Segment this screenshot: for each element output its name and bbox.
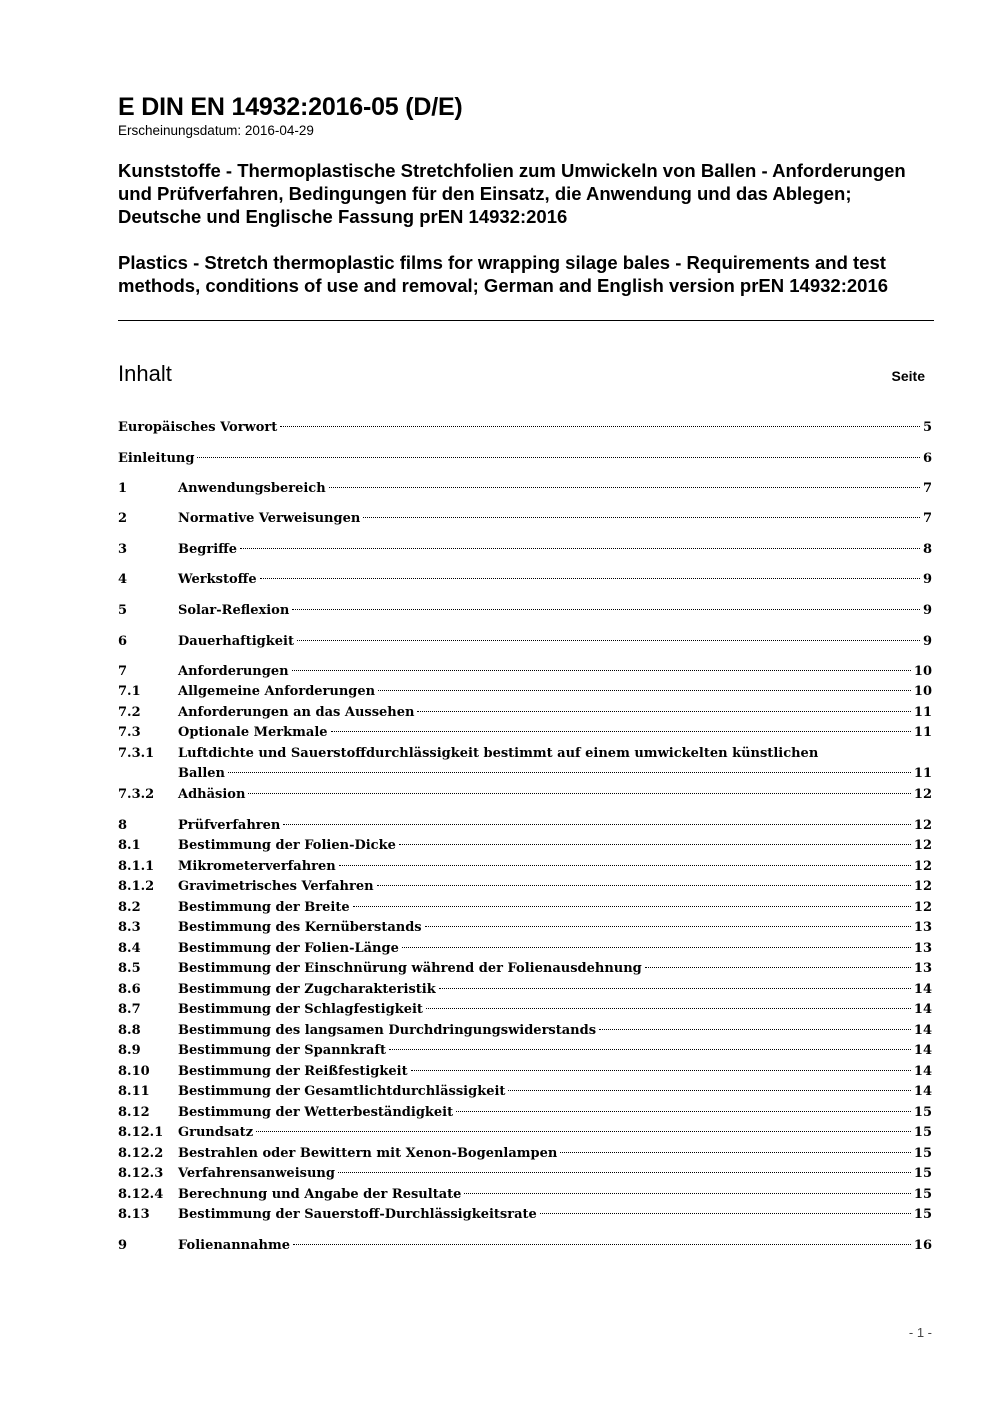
toc-dot-leader	[411, 1070, 911, 1071]
toc-entry-page: 14	[913, 982, 932, 997]
toc-entry-number: 7.1	[118, 684, 141, 699]
toc-entry-page: 12	[913, 859, 932, 874]
toc-entry-page: 9	[922, 634, 932, 649]
toc-entry-number: 8.1.1	[118, 859, 155, 874]
toc-dot-leader	[240, 548, 920, 549]
toc-dot-leader	[402, 947, 911, 948]
toc-entry-page: 8	[922, 542, 932, 557]
toc-entry-number: 7.3	[118, 725, 141, 740]
toc-entry-title: Bestimmung der Gesamtlichtdurchlässigkeit	[178, 1084, 506, 1099]
toc-entry-number: 7.2	[118, 705, 141, 720]
toc-entry-title: Bestimmung des langsamen Durchdringungswiderstands	[178, 1023, 597, 1038]
toc-entry-number: 8.12.3	[118, 1166, 164, 1181]
toc-dot-leader	[540, 1213, 911, 1214]
toc-dot-leader	[389, 1049, 911, 1050]
toc-dot-leader	[599, 1029, 911, 1030]
toc-entry-number: 6	[118, 634, 128, 649]
toc-dot-leader	[283, 824, 911, 825]
toc-entry-title: Grundsatz	[178, 1125, 254, 1140]
toc-entry-title: Adhäsion	[178, 787, 246, 802]
toc-entry-number: 8.1	[118, 838, 141, 853]
toc-entry-number: 3	[118, 542, 128, 557]
toc-entry-number: 7	[118, 664, 128, 679]
toc-entry-number: 8.12	[118, 1105, 150, 1120]
toc-entry-number: 8.8	[118, 1023, 141, 1038]
toc-entry-page: 10	[913, 664, 932, 679]
toc-dot-leader	[338, 1172, 911, 1173]
toc-entry-title: Berechnung und Angabe der Resultate	[178, 1187, 462, 1202]
toc-dot-leader	[293, 1244, 911, 1245]
toc-entry-page: 11	[913, 766, 932, 781]
toc-entry-title: Bestrahlen oder Bewittern mit Xenon-Bogenlampen	[178, 1146, 558, 1161]
toc-entry-title: Bestimmung der Schlagfestigkeit	[178, 1002, 423, 1017]
toc-dot-leader	[439, 988, 911, 989]
toc-entry-number: 8.5	[118, 961, 141, 976]
title-german: Kunststoffe - Thermoplastische Stretchfolien zum Umwickeln von Ballen - Anforderungen und Prüfverfahren, Bedingungen für den Einsatz, die Anwendung und das Ablegen; Deutsche und Englische Fassung prEN 14932:2016	[118, 160, 906, 227]
toc-dot-leader	[560, 1152, 911, 1153]
toc-dot-leader	[378, 690, 911, 691]
toc-entry-page: 15	[913, 1207, 932, 1222]
toc-dot-leader	[292, 609, 920, 610]
toc-entry-page: 11	[913, 705, 932, 720]
toc-dot-leader	[399, 844, 911, 845]
toc-entry-page: 12	[913, 787, 932, 802]
toc-entry-page: 13	[913, 961, 932, 976]
toc-entry-page: 10	[913, 684, 932, 699]
toc-entry-page: 13	[913, 941, 932, 956]
title-english: Plastics - Stretch thermoplastic films for wrapping silage bales - Requirements and test methods, conditions of use and removal; German and English version prEN 14932:2016	[118, 252, 889, 296]
page-number: - 1 -	[908, 1325, 932, 1340]
toc-dot-leader	[331, 731, 911, 732]
toc-entry-page: 15	[913, 1187, 932, 1202]
toc-entry-number: 8.11	[118, 1084, 150, 1099]
toc-entry-number: 8.1.2	[118, 879, 155, 894]
toc-dot-leader	[329, 487, 920, 488]
toc-entry-number: 8.6	[118, 982, 141, 997]
toc-entry-number: 8.10	[118, 1064, 150, 1079]
toc-dot-leader	[353, 906, 911, 907]
toc-entry-title-continued: Ballen	[178, 766, 226, 781]
toc-entry-title: Bestimmung des Kernüberstands	[178, 920, 422, 935]
toc-entry-title: Luftdichte und Sauerstoffdurchlässigkeit bestimmt auf einem umwickelten künstlichen	[178, 746, 819, 761]
toc-entry-title: Mikrometerverfahren	[178, 859, 336, 874]
toc-entry-title: Werkstoffe	[178, 572, 257, 587]
toc-dot-leader	[297, 640, 920, 641]
toc-entry-number: 8.12.1	[118, 1125, 164, 1140]
toc-entry-page: 11	[913, 725, 932, 740]
toc-entry-number: 8	[118, 818, 128, 833]
toc-entry-title: Verfahrensanweisung	[178, 1166, 335, 1181]
toc-entry-number: 8.9	[118, 1043, 141, 1058]
toc-entry-page: 12	[913, 900, 932, 915]
toc-dot-leader	[426, 1008, 911, 1009]
table-of-contents	[118, 0, 932, 1403]
toc-entry-title: Anforderungen	[178, 664, 289, 679]
toc-entry-title: Normative Verweisungen	[178, 511, 361, 526]
toc-entry-title: Bestimmung der Folien-Dicke	[178, 838, 396, 853]
toc-entry-number: 8.2	[118, 900, 141, 915]
toc-entry-page: 12	[913, 818, 932, 833]
toc-entry-page: 5	[922, 420, 932, 435]
toc-entry-title: Bestimmung der Wetterbeständigkeit	[178, 1105, 454, 1120]
toc-entry-page: 9	[922, 572, 932, 587]
toc-entry-title: Begriffe	[178, 542, 238, 557]
toc-entry-title: Europäisches Vorwort	[118, 420, 278, 435]
toc-entry-title: Solar-Reflexion	[178, 603, 290, 618]
toc-entry-page: 15	[913, 1125, 932, 1140]
toc-entry-number: 7.3.1	[118, 746, 155, 761]
toc-entry-title: Dauerhaftigkeit	[178, 634, 294, 649]
toc-entry-page: 15	[913, 1146, 932, 1161]
document-id: E DIN EN 14932:2016-05 (D/E)	[118, 93, 463, 121]
toc-dot-leader	[248, 793, 910, 794]
toc-entry-page: 12	[913, 879, 932, 894]
toc-entry-number: 9	[118, 1238, 128, 1253]
toc-entry-page: 12	[913, 838, 932, 853]
toc-dot-leader	[417, 711, 910, 712]
toc-page-column-label: Seite	[891, 368, 925, 384]
toc-dot-leader	[260, 578, 920, 579]
toc-entry-number: 1	[118, 481, 128, 496]
toc-entry-number: 7.3.2	[118, 787, 155, 802]
toc-dot-leader	[645, 967, 911, 968]
toc-entry-title: Bestimmung der Folien-Länge	[178, 941, 399, 956]
toc-entry-page: 16	[913, 1238, 932, 1253]
toc-entry-number: 8.12.2	[118, 1146, 164, 1161]
toc-dot-leader	[464, 1193, 911, 1194]
toc-dot-leader	[363, 517, 920, 518]
toc-dot-leader	[508, 1090, 910, 1091]
toc-entry-title: Prüfverfahren	[178, 818, 281, 833]
toc-dot-leader	[228, 772, 911, 773]
toc-dot-leader	[456, 1111, 911, 1112]
toc-entry-number: 5	[118, 603, 128, 618]
toc-entry-title: Gravimetrisches Verfahren	[178, 879, 374, 894]
toc-entry-number: 8.7	[118, 1002, 141, 1017]
toc-entry-number: 8.13	[118, 1207, 150, 1222]
toc-entry-page: 6	[922, 451, 932, 466]
toc-entry-page: 9	[922, 603, 932, 618]
toc-dot-leader	[280, 426, 920, 427]
toc-entry-page: 14	[913, 1023, 932, 1038]
toc-entry-number: 8.4	[118, 941, 141, 956]
toc-dot-leader	[197, 457, 920, 458]
toc-dot-leader	[256, 1131, 911, 1132]
toc-entry-page: 7	[922, 481, 932, 496]
toc-entry-title: Allgemeine Anforderungen	[178, 684, 376, 699]
toc-entry-title: Bestimmung der Einschnürung während der Folienausdehnung	[178, 961, 642, 976]
publication-date: Erscheinungsdatum: 2016-04-29	[118, 123, 314, 138]
toc-dot-leader	[425, 926, 911, 927]
toc-entry-title: Einleitung	[118, 451, 195, 466]
toc-entry-page: 14	[913, 1084, 932, 1099]
toc-entry-number: 2	[118, 511, 128, 526]
toc-entry-title: Bestimmung der Zugcharakteristik	[178, 982, 436, 997]
toc-dot-leader	[377, 885, 911, 886]
toc-heading: Inhalt	[118, 361, 172, 386]
toc-entry-title: Bestimmung der Sauerstoff-Durchlässigkeitsrate	[178, 1207, 537, 1222]
toc-dot-leader	[339, 865, 911, 866]
toc-entry-title: Folienannahme	[178, 1238, 291, 1253]
toc-entry-page: 14	[913, 1043, 932, 1058]
toc-entry-page: 15	[913, 1166, 932, 1181]
toc-entry-title: Anwendungsbereich	[178, 481, 326, 496]
toc-entry-title: Anforderungen an das Aussehen	[178, 705, 415, 720]
toc-entry-page: 13	[913, 920, 932, 935]
toc-dot-leader	[292, 670, 911, 671]
toc-entry-page: 15	[913, 1105, 932, 1120]
toc-entry-page: 7	[922, 511, 932, 526]
toc-entry-number: 8.12.4	[118, 1187, 164, 1202]
toc-entry-page: 14	[913, 1002, 932, 1017]
toc-entry-title: Optionale Merkmale	[178, 725, 328, 740]
toc-entry-title: Bestimmung der Breite	[178, 900, 350, 915]
toc-entry-page: 14	[913, 1064, 932, 1079]
toc-entry-title: Bestimmung der Spannkraft	[178, 1043, 386, 1058]
toc-entry-number: 8.3	[118, 920, 141, 935]
toc-entry-number: 4	[118, 572, 128, 587]
toc-entry-title: Bestimmung der Reißfestigkeit	[178, 1064, 408, 1079]
